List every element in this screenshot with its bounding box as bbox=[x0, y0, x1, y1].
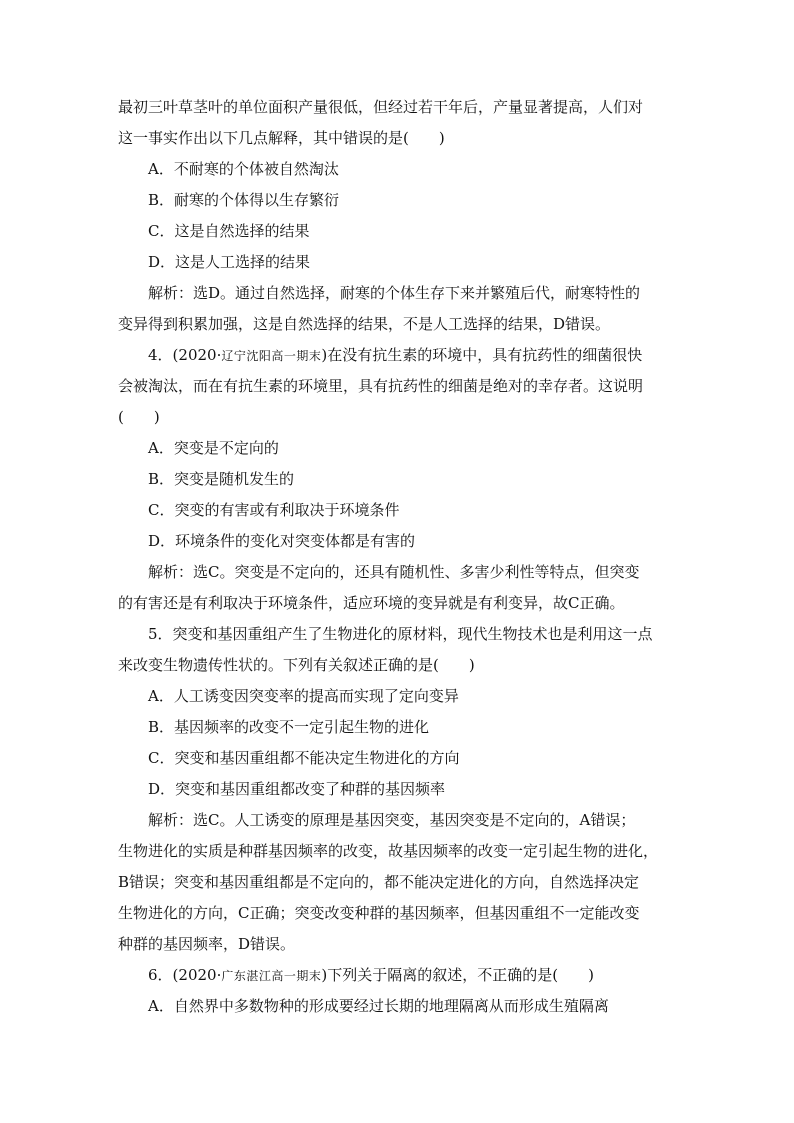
q6-stem-line1 bbox=[118, 960, 676, 991]
q4-option-c: C．突变的有害或有利取决于环境条件 bbox=[148, 501, 400, 519]
q3-option-c: C．这是自然选择的结果 bbox=[148, 222, 310, 240]
q5-analysis-line3: B错误；突变和基因重组都是不定向的，都不能决定进化的方向，自然选择决定 bbox=[118, 873, 640, 891]
q4-analysis-line1: 解析：选C。突变是不定向的，还具有随机性、多害少利性等特点，但突变 bbox=[148, 563, 640, 581]
q3-option-b: B．耐寒的个体得以生存繁衍 bbox=[148, 191, 340, 209]
q5-stem-line2: 来改变生物遗传性状的。下列有关叙述正确的是( ) bbox=[118, 656, 475, 674]
q4-stem-line2: 会被淘汰，而在有抗生素的环境里，具有抗药性的细菌是绝对的幸存者。这说明 bbox=[118, 377, 644, 395]
q4-stem-line3: ( ) bbox=[118, 408, 160, 426]
document-body bbox=[118, 92, 676, 1022]
q6-source: 广东湛江高一期末 bbox=[221, 969, 322, 983]
q3-analysis-line1: 解析：选D。通过自然选择，耐寒的个体生存下来并繁殖后代，耐寒特性的 bbox=[148, 284, 641, 302]
q3-analysis-line2: 变异得到积累加强，这是自然选择的结果，不是人工选择的结果，D错误。 bbox=[118, 315, 611, 333]
q4-stem-line1 bbox=[118, 340, 676, 371]
q6-option-a: A．自然界中多数物种的形成要经过长期的地理隔离从而形成生殖隔离 bbox=[148, 997, 609, 1015]
q5-option-c: C．突变和基因重组都不能决定生物进化的方向 bbox=[148, 749, 460, 767]
q5-analysis-line1: 解析：选C。人工诱变的原理是基因突变，基因突变是不定向的，A错误； bbox=[148, 811, 636, 829]
q3-stem-line2: 这一事实作出以下几点解释，其中错误的是( ) bbox=[118, 129, 445, 147]
q4-analysis-line2: 的有害还是有利取决于环境条件，适应环境的变异就是有利变异，故C正确。 bbox=[118, 594, 625, 612]
q5-analysis-line5: 种群的基因频率，D错误。 bbox=[118, 935, 296, 953]
q4-number: 4．(2020· bbox=[148, 346, 222, 364]
q5-stem-line1: 5．突变和基因重组产生了生物进化的原材料，现代生物技术也是利用这一点 bbox=[148, 625, 653, 643]
q5-option-b: B．基因频率的改变不一定引起生物的进化 bbox=[148, 718, 430, 736]
q4-stem-rest: )在没有抗生素的环境中，具有抗药性的细菌很快 bbox=[321, 346, 643, 364]
q4-source: 辽宁沈阳高一期末 bbox=[221, 349, 322, 363]
q3-option-d: D．这是人工选择的结果 bbox=[148, 253, 311, 271]
q5-analysis-line2: 生物进化的实质是种群基因频率的改变，故基因频率的改变一定引起生物的进化， bbox=[118, 842, 659, 860]
q3-option-a: A．不耐寒的个体被自然淘汰 bbox=[148, 160, 339, 178]
q6-number: 6．(2020· bbox=[148, 966, 222, 984]
q4-option-d: D．环境条件的变化对突变体都是有害的 bbox=[148, 532, 416, 550]
q4-option-a: A．突变是不定向的 bbox=[148, 439, 279, 457]
q3-stem-line1: 最初三叶草茎叶的单位面积产量很低，但经过若干年后，产量显著提高，人们对 bbox=[118, 98, 644, 116]
q6-stem-rest: )下列关于隔离的叙述，不正确的是( ) bbox=[321, 966, 594, 984]
q4-option-b: B．突变是随机发生的 bbox=[148, 470, 295, 488]
q5-option-d: D．突变和基因重组都改变了种群的基因频率 bbox=[148, 780, 446, 798]
q5-option-a: A．人工诱变因突变率的提高而实现了定向变异 bbox=[148, 687, 459, 705]
q5-analysis-line4: 生物进化的方向，C正确；突变改变种群的基因频率，但基因重组不一定能改变 bbox=[118, 904, 640, 922]
